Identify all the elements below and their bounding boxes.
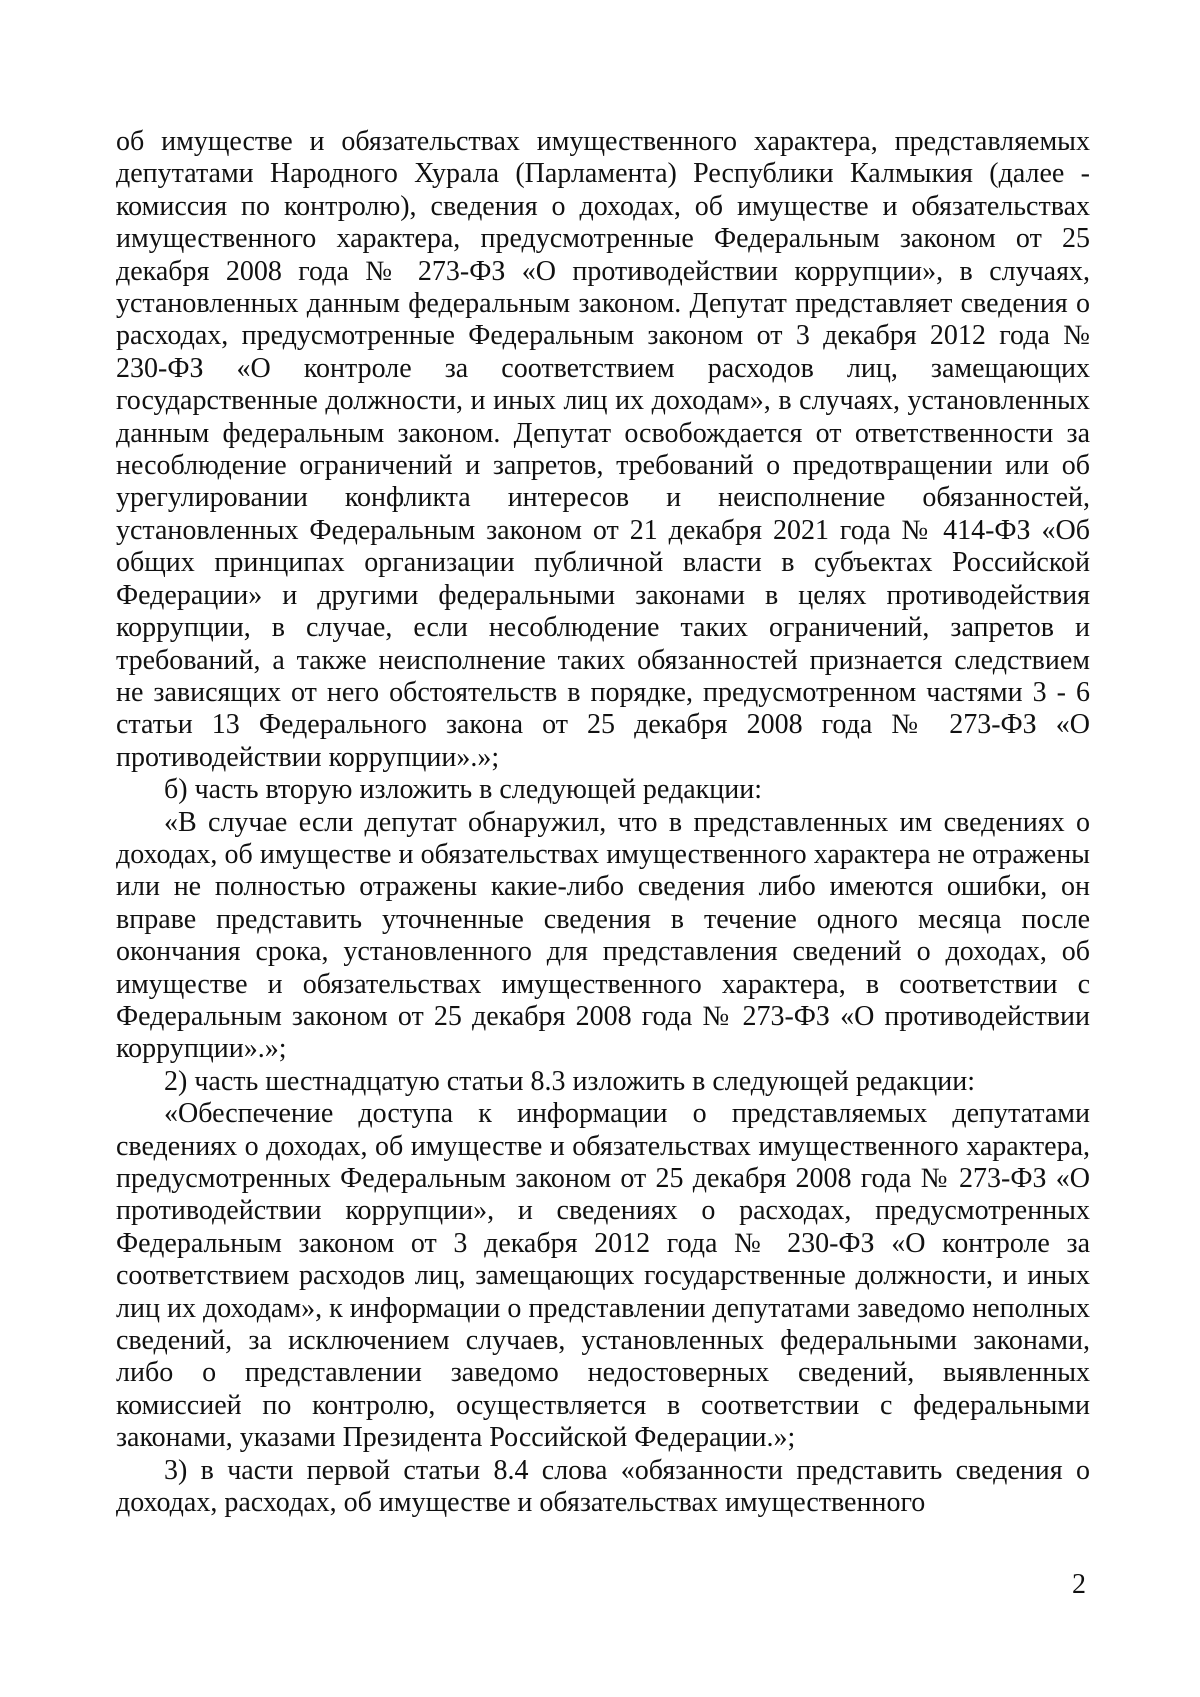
document-body <box>116 126 1090 1519</box>
paragraph-quote-part-sixteen: «Обеспечение доступа к информации о представляемых депутатами сведениях о доходах, об имуществе и обязательствах имущественного характера, предусмотренных Федеральным законом от 25 декабря 2008 года № 273-ФЗ «О противодействии коррупции», и сведениях о расходах, предусмотренных Федеральным законом от 3 декабря 2012 года № 230-ФЗ «О контроле за соответствием расходов лиц, замещающих государственные должности, и иных лиц их доходам», к информации о представлении депутатами заведомо неполных сведений, за исключением случаев, установленных федеральными законами, либо о представлении заведомо недостоверных сведений, выявленных комиссией по контролю, осуществляется в соответствии с федеральными законами, указами Президента Российской Федерации.»; <box>116 1098 1090 1454</box>
page-number: 2 <box>1072 1569 1086 1600</box>
paragraph-item-2: 2) часть шестнадцатую статьи 8.3 изложить в следующей редакции: <box>164 1065 975 1097</box>
paragraph-quote-part-two: «В случае если депутат обнаружил, что в представленных им сведениях о доходах, об имуществе и обязательствах имущественного характера не отражены или не полностью отражены какие-либо сведения либо имеются ошибки, он вправе представить уточненные сведения в течение одного месяца после окончания срока, установленного для представления сведений о доходах, об имуществе и обязательствах имущественного характера, в соответствии с Федеральным законом от 25 декабря 2008 года № 273-ФЗ «О противодействии коррупции».»; <box>116 806 1090 1065</box>
paragraph-item-3: 3) в части первой статьи 8.4 слова «обязанности представить сведения о доходах, расходах, об имуществе и обязательствах имущественного <box>116 1454 1090 1519</box>
paragraph-item-b: б) часть вторую изложить в следующей редакции: <box>164 774 762 806</box>
paragraph-continuation: об имуществе и обязательствах имущественного характера, представляемых депутатами Народного Хурала (Парламента) Республики Калмыкия (далее - комиссия по контролю), сведения о доходах, об имуществе и обязательствах имущественного характера, предусмотренные Федеральным законом от 25 декабря 2008 года № 273-ФЗ «О противодействии коррупции», в случаях, установленных данным федеральным законом. Депутат представляет сведения о расходах, предусмотренные Федеральным законом от 3 декабря 2012 года № 230-ФЗ «О контроле за соответствием расходов лиц, замещающих государственные должности, и иных лиц их доходам», в случаях, установленных данным федеральным законом. Депутат освобождается от ответственности за несоблюдение ограничений и запретов, требований о предотвращении или об урегулировании конфликта интересов и неисполнение обязанностей, установленных Федеральным законом от 21 декабря 2021 года № 414-ФЗ «Об общих принципах организации публичной власти в субъектах Российской Федерации» и другими федеральными законами в целях противодействия коррупции, в случае, если несоблюдение таких ограничений, запретов и требований, а также неисполнение таких обязанностей признается следствием не зависящих от него обстоятельств в порядке, предусмотренном частями 3 - 6 статьи 13 Федерального закона от 25 декабря 2008 года № 273-ФЗ «О противодействии коррупции».»; <box>116 126 1090 773</box>
